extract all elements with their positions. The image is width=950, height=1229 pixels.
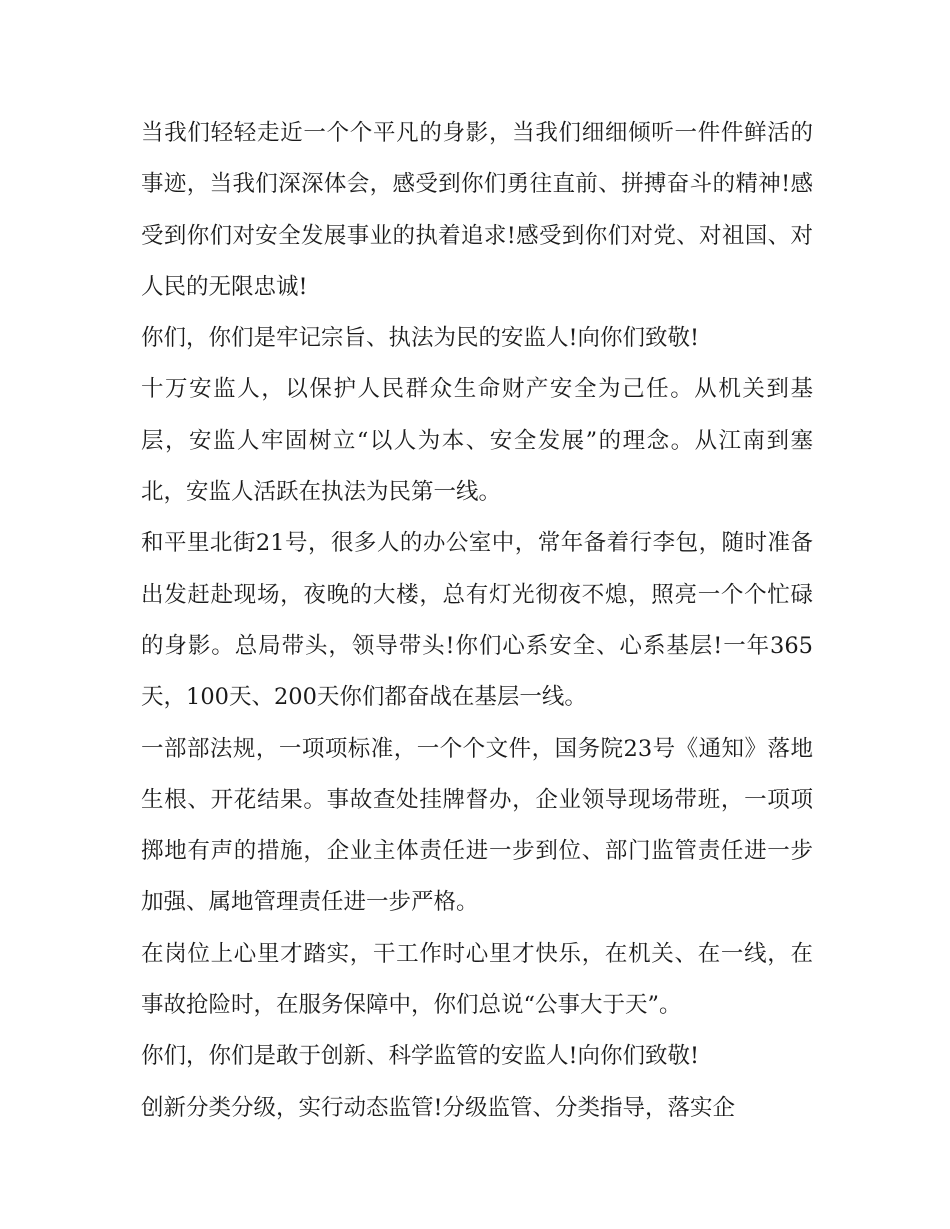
paragraph: 当我们轻轻走近一个个平凡的身影，当我们细细倾听一件件鲜活的事迹，当我们深深体会，感受到你们勇往直前、拼搏奋斗的精神!感受到你们对安全发展事业的执着追求!感受到你们对党、对祖国、对人民的无限忠诚! xyxy=(141,120,813,300)
document-body xyxy=(141,108,813,1134)
paragraph: 一部部法规，一项项标准，一个个文件，国务院23号《通知》落地生根、开花结果。事故查处挂牌督办，企业领导现场带班，一项项掷地有声的措施，企业主体责任进一步到位、部门监管责任进一步加强、属地管理责任进一步严格。 xyxy=(141,735,813,916)
paragraph: 十万安监人，以保护人民群众生命财产安全为己任。从机关到基层，安监人牢固树立“以人为本、安全发展”的理念。从江南到塞北，安监人活跃在执法为民第一线。 xyxy=(141,376,813,506)
paragraph: 和平里北街21号，很多人的办公室中，常年备着行李包，随时准备出发赶赴现场，夜晚的大楼，总有灯光彻夜不熄，照亮一个个忙碌的身影。总局带头，领导带头!你们心系安全、心系基层!一年365天，100天、200天你们都奋战在基层一线。 xyxy=(141,530,813,711)
paragraph: 创新分类分级，实行动态监管!分级监管、分类指导，落实企 xyxy=(141,1094,736,1121)
paragraph: 你们，你们是敢于创新、科学监管的安监人!向你们致敬! xyxy=(141,1043,700,1070)
paragraph: 在岗位上心里才踏实，干工作时心里才快乐，在机关、在一线，在事故抢险时，在服务保障中，你们总说“公事大于天”。 xyxy=(141,940,813,1019)
paragraph: 你们，你们是牢记宗旨、执法为民的安监人!向你们致敬! xyxy=(141,325,700,352)
